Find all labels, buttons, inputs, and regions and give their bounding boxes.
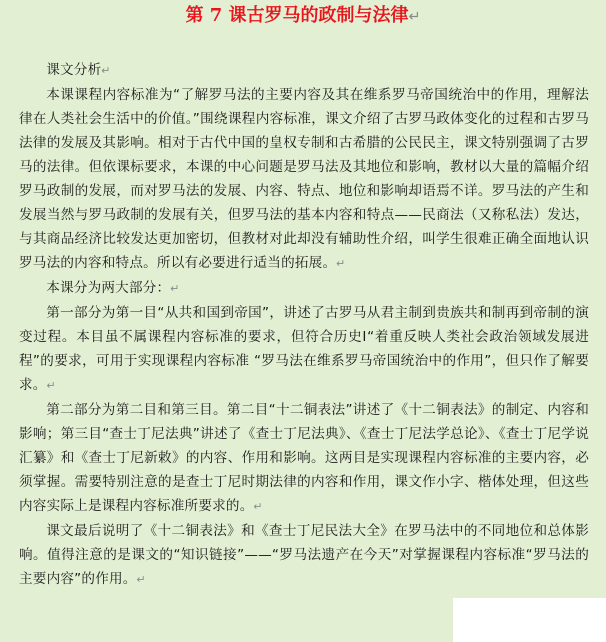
section-heading-text: 课文分析 [46, 62, 102, 78]
white-patch [453, 598, 606, 642]
paragraph-mark-icon: ↵ [101, 64, 111, 77]
paragraph-mark-icon: ↵ [46, 379, 56, 392]
paragraph-mark-icon: ↵ [136, 573, 146, 586]
paragraph-part-one [19, 301, 589, 398]
paragraph-parts-intro-text: 本课分为两大部分： [46, 280, 171, 296]
paragraph-part-one-text: 第一部分为第一目“从共和国到帝国”，讲述了古罗马从君主制到贵族共和制再到帝制的演变过程。本目虽不属课程内容标准的要求，但符合历史Ⅰ“着重反映人类社会政治领域发展进程”的要求，可用于实现课程内容标准 “罗马法在维系罗马帝国统治中的作用”，但只作了解要求。 [19, 305, 589, 393]
document-title [0, 4, 606, 29]
paragraph-part-two-text: 第二部分为第二目和第三目。第二目“十二铜表法”讲述了《十二铜表法》的制定、内容和影响；第三目“查士丁尼法典”讲述了《查士丁尼法典》、《查士丁尼法学总论》、《查士丁尼学说汇纂》和《查士丁尼新敕》的内容、作用和影响。这两目是实现课程内容标准的主要内容，必须掌握。需要特别注意的是查士丁尼时期法律的内容和作用，课文作小字、楷体处理，但这些内容实际上是课程内容标准所要求的。 [19, 402, 589, 514]
paragraph-mark-icon: ↵ [170, 282, 180, 295]
paragraph-mark-icon: ↵ [336, 257, 346, 270]
paragraph-standard-text: 本课课程内容标准为“了解罗马法的主要内容及其在维系罗马帝国统治中的作用，理解法律在人类社会生活中的价值。”围绕课程内容标准，课文介绍了古罗马政体变化的过程和古罗马法律的发展及其影响。相对于古代中国的皇权专制和古希腊的公民民主，课文特别强调了古罗马的法律。但依课标要求，本课的中心问题是罗马法及其地位和影响，教材以大量的篇幅介绍罗马政制的发展，而对罗马法的发展、内容、特点、地位和影响却语焉不详。罗马法的产生和发展当然与罗马政制的发展有关，但罗马法的基本内容和特点——民商法（又称私法）发达，与其商品经济比较发达更加密切，但教材对此却没有辅助性介绍，叫学生很难正确全面地认识罗马法的内容和特点。所以有必要进行适当的拓展。 [19, 87, 589, 271]
paragraph-mark-icon: ↵ [253, 500, 263, 513]
document-body [19, 58, 589, 592]
document-title-text: 第 7 课古罗马的政制与法律 [185, 5, 409, 26]
paragraph-standard [19, 83, 589, 276]
paragraph-conclusion [19, 519, 589, 592]
section-heading [19, 58, 589, 83]
paragraph-parts-intro [19, 276, 589, 301]
paragraph-conclusion-text: 课文最后说明了《十二铜表法》和《查士丁尼民法大全》在罗马法中的不同地位和总体影响。值得注意的是课文的“知识链接”——“罗马法遗产在今天”对掌握课程内容标准“罗马法的主要内容”的作用。 [19, 523, 589, 587]
paragraph-mark-icon: ↵ [408, 9, 421, 25]
paragraph-part-two [19, 398, 589, 519]
